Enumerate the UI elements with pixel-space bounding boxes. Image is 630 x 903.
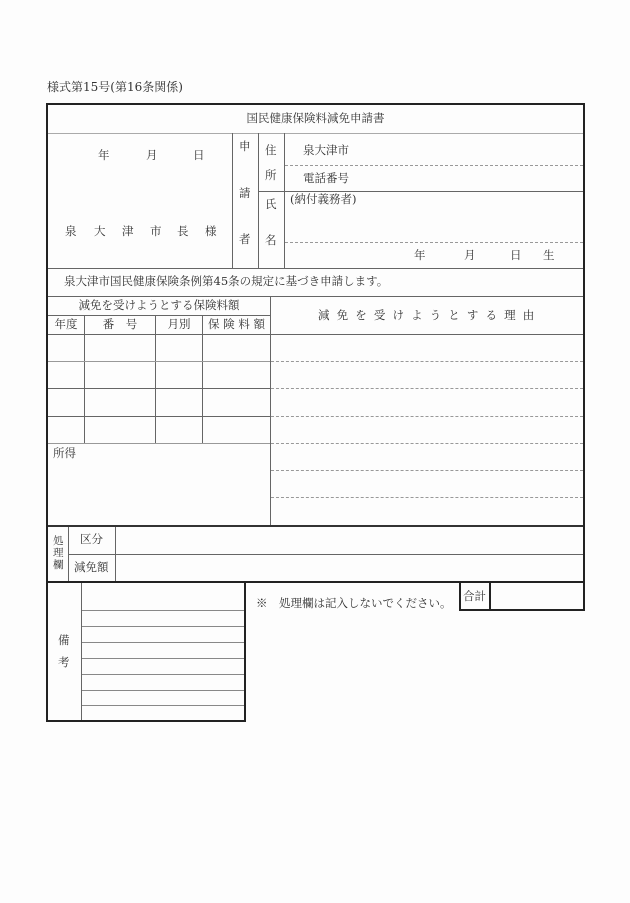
addressee-char: 長 [177,224,189,238]
dashed-divider [271,361,583,362]
remarks-field[interactable] [82,583,244,720]
birth-suffix-label: 生 [543,248,555,262]
dashed-divider [285,165,583,166]
dashed-divider [271,388,583,389]
dashed-divider [271,416,583,417]
addressee-char: 市 [150,224,162,238]
premium-group-header: 減免を受けようとする保険料額 [78,298,240,312]
applicant-char: 申 [239,139,251,153]
applicant-char: 請 [239,186,251,200]
reason-header: 減 免 を 受 け よ う と す る 理 由 [318,308,536,322]
applicant-char: 者 [239,232,251,246]
category-label: 区分 [80,532,103,546]
total-field[interactable] [491,582,583,609]
divider [258,133,259,268]
birth-year-label: 年 [414,248,426,262]
addressee-char: 様 [205,224,217,238]
divider [48,296,583,297]
addressee-char: 泉 [65,224,77,238]
dashed-divider [271,497,583,498]
table-row[interactable] [48,362,270,388]
divider [232,133,233,268]
phone-field[interactable]: 電話番号 [303,171,349,185]
birth-day-label: 日 [510,248,522,262]
addressee-char: 大 [94,224,106,238]
divider [82,705,244,706]
form-title: 国民健康保険料減免申請書 [246,111,385,125]
statement-text: 泉大津市国民健康保険条例第45条の規定に基づき申請します。 [64,274,389,288]
processing-char: 欄 [53,559,64,571]
col-header-month: 月別 [167,317,191,331]
dashed-divider [285,242,583,243]
col-header-premium: 保 険 料 額 [208,317,265,331]
divider [48,133,583,134]
divider [284,133,285,268]
col-header-number: 番 号 [102,317,138,331]
divider [82,642,244,643]
category-field[interactable] [116,527,583,553]
divider [82,674,244,675]
remarks-char: 備 [58,633,70,647]
divider [48,315,270,316]
note-text: ※ 処理欄は記入しないでください。 [256,596,452,610]
obligor-name-field[interactable]: (納付義務者) [290,192,357,206]
processing-char: 処 [53,535,64,547]
addressee-char: 津 [122,224,134,238]
divider [82,610,244,611]
table-row[interactable] [48,335,270,361]
birth-month-label: 月 [464,248,476,262]
date-year-label: 年 [98,148,110,162]
divider [48,268,583,269]
form-number: 様式第15号(第16条関係) [47,80,183,94]
divider [82,658,244,659]
dashed-divider [271,443,583,444]
reduction-amount-field[interactable] [116,555,583,581]
divider [82,626,244,627]
reduction-amount-label: 減免額 [74,560,109,574]
date-day-label: 日 [193,148,205,162]
col-header-year: 年度 [54,317,78,331]
income-label: 所得 [53,446,76,460]
dashed-divider [271,470,583,471]
address-char: 所 [265,168,277,182]
address-char: 住 [265,143,277,157]
name-char: 氏 [265,197,277,211]
divider [82,690,244,691]
date-month-label: 月 [146,148,158,162]
address-field[interactable]: 泉大津市 [303,143,349,157]
income-field[interactable] [48,444,270,526]
remarks-char: 考 [58,655,70,669]
processing-char: 理 [53,547,64,559]
table-row[interactable] [48,389,270,416]
total-label: 合計 [463,589,486,603]
table-row[interactable] [48,417,270,443]
name-char: 名 [265,233,277,247]
